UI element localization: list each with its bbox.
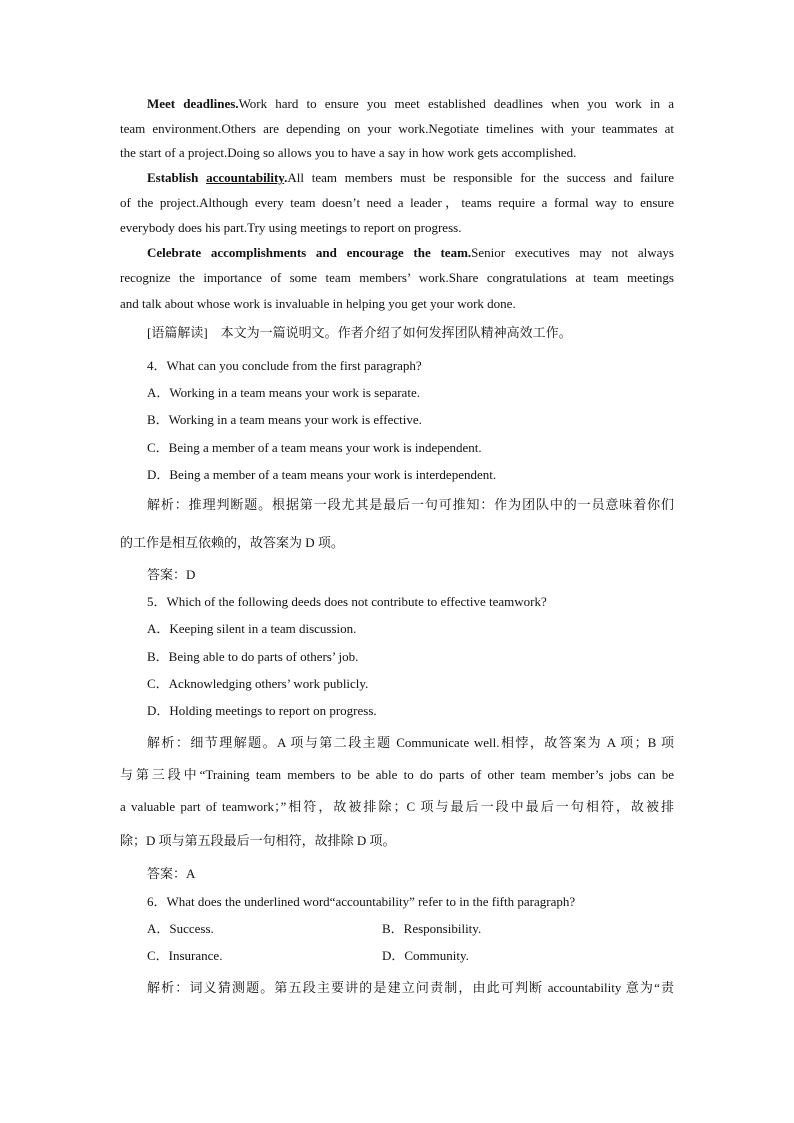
deadlines-line-1: Meet deadlines.Work hard to ensure you meet established deadlines when you work in a	[147, 96, 674, 111]
q6-option-b: B．Responsibility.	[382, 921, 482, 936]
q5-answer: 答案：A	[147, 866, 196, 881]
deadlines-line-3: the start of a project.Doing so allows you to have a say in how work gets accomplished.	[120, 145, 577, 160]
q6-explanation-line-1: 解析：词义猜测题。第五段主要讲的是建立问责制，由此可判断 accountability 意为“责	[147, 980, 674, 995]
q6-stem: 6．What does the underlined word“accountability” refer to in the fifth paragraph?	[147, 894, 576, 909]
q5-stem: 5．Which of the following deeds does not contribute to effective teamwork?	[147, 594, 547, 609]
deadlines-line-2: team environment.Others are depending on your work.Negotiate timelines with your teammates at	[120, 121, 674, 136]
deadlines-heading: Meet deadlines.	[147, 96, 239, 111]
underlined-word: accountability	[206, 170, 285, 185]
q5-explanation-line-1: 解析：细节理解题。A 项与第二段主题 Communicate well.相悖，故答案为 A 项；B 项	[147, 735, 674, 750]
q4-option-b: B．Working in a team means your work is effective.	[147, 412, 422, 427]
celebrate-heading: Celebrate accomplishments and encourage the team.	[147, 245, 472, 260]
celebrate-line-1: Celebrate accomplishments and encourage the team.Senior executives may not always	[147, 245, 674, 260]
accountability-line-2: of the project.Although every team doesn’t need a leader，teams require a formal way to ensure	[120, 195, 674, 210]
accountability-line-1: Establish accountability.All team members must be responsible for the success and failure	[147, 170, 674, 185]
q4-option-a: A．Working in a team means your work is separate.	[147, 385, 420, 400]
q4-option-c: C．Being a member of a team means your work is independent.	[147, 440, 482, 455]
celebrate-line-3: and talk about whose work is invaluable in helping you get your work done.	[120, 296, 516, 311]
accountability-line-3: everybody does his part.Try using meetings to report on progress.	[120, 220, 462, 235]
q5-explanation-line-2: 与第三段中“Training team members to be able to do parts of other team member’s jobs can be	[120, 767, 674, 782]
q4-answer: 答案：D	[147, 567, 196, 582]
q4-option-d: D．Being a member of a team means your work is interdependent.	[147, 467, 497, 482]
q5-explanation-line-4: 除；D 项与第五段最后一句相符，故排除 D 项。	[120, 833, 396, 848]
q5-option-b: B．Being able to do parts of others’ job.	[147, 649, 359, 664]
celebrate-line-2: recognize the importance of some team members’ work.Share congratulations at team meetings	[120, 270, 674, 285]
q5-option-c: C．Acknowledging others’ work publicly.	[147, 676, 369, 691]
q5-option-a: A．Keeping silent in a team discussion.	[147, 621, 357, 636]
q5-option-d: D．Holding meetings to report on progress.	[147, 703, 377, 718]
q6-options-row-2	[147, 948, 674, 964]
q4-stem: 4．What can you conclude from the first paragraph?	[147, 358, 422, 373]
q6-option-a: A．Success.	[147, 921, 214, 936]
q5-explanation-line-3: a valuable part of teamwork；”相符，故被排除；C 项与最后一段中最后一句相符，故被排	[120, 799, 674, 814]
q4-explanation-line-1: 解析：推理判断题。根据第一段尤其是最后一句可推知：作为团队中的一员意味着你们	[147, 497, 674, 512]
q4-explanation-line-2: 的工作是相互依赖的，故答案为 D 项。	[120, 535, 344, 550]
q6-option-d: D．Community.	[382, 948, 469, 963]
passage-analysis-note: [语篇解读] 本文为一篇说明文。作者介绍了如何发挥团队精神高效工作。	[147, 325, 572, 340]
q6-option-c: C．Insurance.	[147, 948, 223, 963]
q6-options-row-1	[147, 921, 674, 937]
accountability-heading: Establish accountability.	[147, 170, 288, 185]
